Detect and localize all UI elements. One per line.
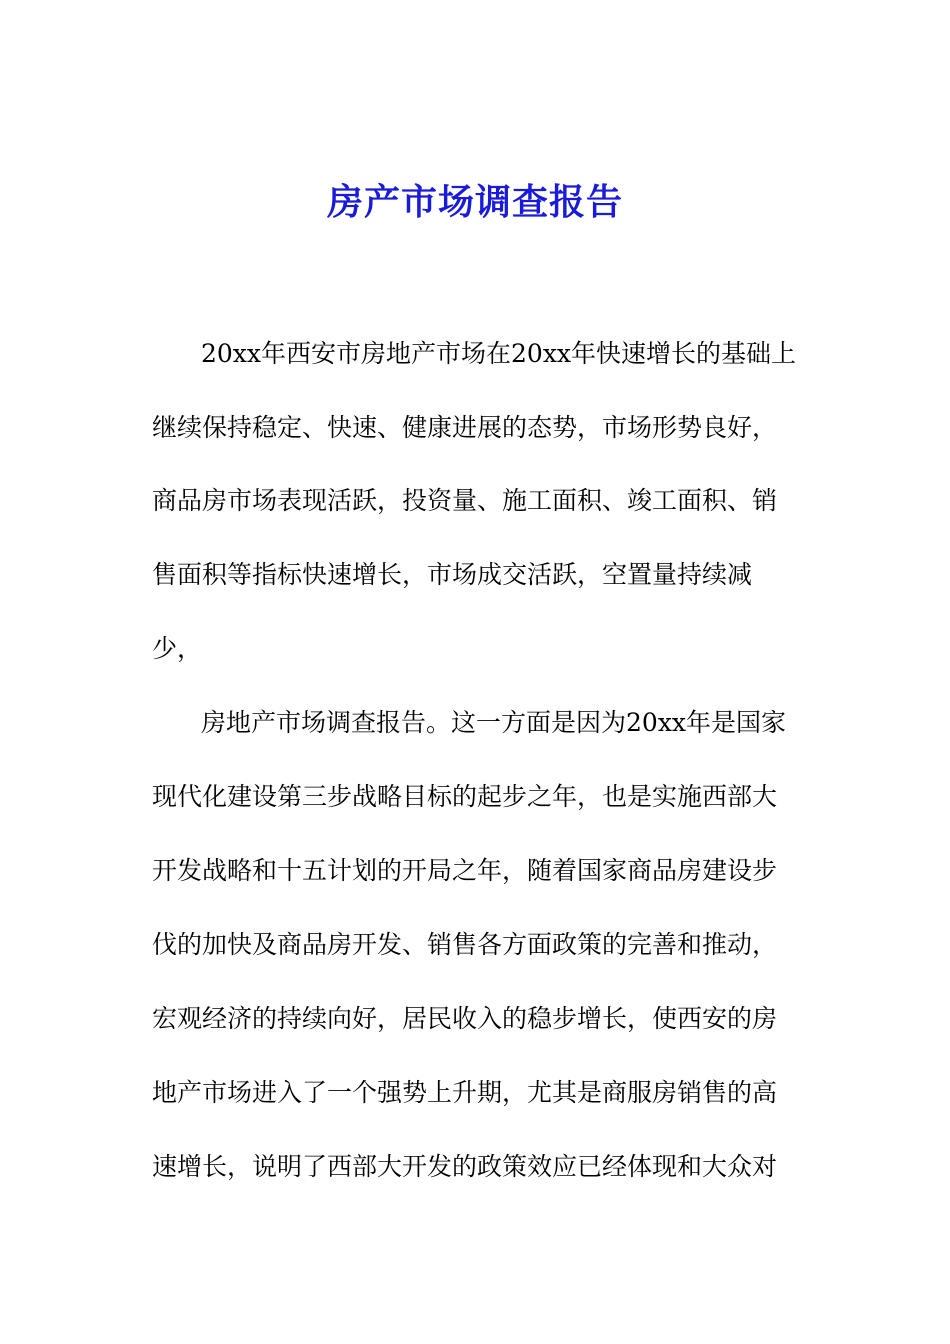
paragraph-2-line-1: 房地产市场调查报告。这一方面是因为20xx年是国家 (201, 708, 787, 737)
paragraph-1-line-5: 少， (152, 634, 203, 663)
paragraph-2-line-4: 伐的加快及商品房开发、销售各方面政策的完善和推动， (152, 930, 778, 959)
paragraph-2-line-2: 现代化建设第三步战略目标的起步之年，也是实施西部大 (152, 782, 778, 811)
document-title: 房产市场调查报告 (326, 181, 623, 223)
paragraph-2-line-6: 地产市场进入了一个强势上升期，尤其是商服房销售的高 (152, 1078, 778, 1107)
paragraph-1-line-4: 售面积等指标快速增长，市场成交活跃，空置量持续减 (152, 560, 753, 589)
paragraph-1-line-3: 商品房市场表现活跃，投资量、施工面积、竣工面积、销 (152, 486, 778, 515)
paragraph-2-line-3: 开发战略和十五计划的开局之年，随着国家商品房建设步 (152, 856, 778, 885)
paragraph-1-line-1: 20xx年西安市房地产市场在20xx年快速增长的基础上 (201, 339, 797, 368)
paragraph-2-line-5: 宏观经济的持续向好，居民收入的稳步增长，使西安的房 (152, 1004, 778, 1033)
paragraph-2-line-7: 速增长，说明了西部大开发的政策效应已经体现和大众对 (152, 1152, 778, 1181)
paragraph-1-line-2: 继续保持稳定、快速、健康进展的态势，市场形势良好， (152, 413, 778, 442)
